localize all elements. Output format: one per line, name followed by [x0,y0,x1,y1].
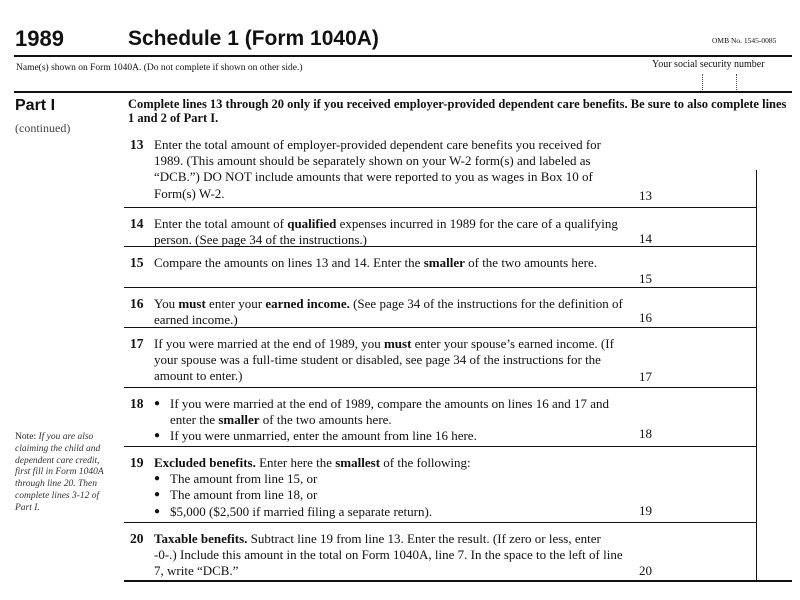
name-input-area[interactable] [14,77,646,89]
bottom-rule [124,580,792,582]
line-18 [124,388,756,447]
line-19 [124,447,756,523]
line-16 [124,288,756,328]
line-ref: 19 [639,503,652,518]
line-14-text: Enter the total amount of qualified expenses incurred in 1989 for the care of a qualifying person. (See page 34 of the instructions.) [154,216,618,248]
line-19-bullet: ● $5,000 ($2,500 if married filing a separate return). [154,504,624,520]
tax-year: 1989 [15,26,64,51]
part-subtitle: (continued) [15,121,71,135]
line-number: 18 [130,396,144,411]
line-20 [124,523,756,581]
line-13 [124,129,756,208]
line-20-text: Taxable benefits. Subtract line 19 from line 13. Enter the result. (If zero or less, enter -0-.) Include this amount in the total on Form 1040A, line 7. In the space to the left of line 7, write “DCB.” [154,531,623,579]
line-ref: 13 [639,188,652,203]
line-13-text: Enter the total amount of employer-provided dependent care benefits you received for 1989. (This amount should be separately shown on your W-2 form(s) and labeled as “DCB.”) DO NOT include amounts that were reported to you as wages in Box 10 of Form(s) W-2. [154,137,601,201]
line-17-text: If you were married at the end of 1989, you must enter your spouse’s earned income. (If your spouse was a full-time student or disabled, see page 34 of the instructions for the amount to enter.) [154,336,614,384]
name-rule [14,91,792,93]
ssn-input-area[interactable] [652,74,792,90]
line-number: 19 [130,455,144,470]
line-ref: 18 [639,426,652,441]
ssn-separator [736,74,737,90]
line-16-text: You must enter your earned income. (See page 34 of the instructions for the definition of earned income.) [154,296,623,328]
names-label: Name(s) shown on Form 1040A. (Do not complete if shown on other side.) [16,63,303,73]
line-17 [124,328,756,388]
line-ref: 20 [639,563,652,578]
line-number: 14 [130,216,144,231]
line-number: 16 [130,296,144,311]
side-note [15,432,115,515]
line-number: 20 [130,531,144,546]
line-ref: 14 [639,231,652,246]
line-ref: 17 [639,369,652,384]
ssn-separator [702,74,703,90]
part-instruction: Complete lines 13 through 20 only if you received employer-provided dependent care benefits. Be sure to also complete lines 1 and 2 of Part I. [128,97,787,125]
note-text: If you are also claiming the child and dependent care credit, first fill in Form 1040A through line 20. Then complete lines 3-12 of Part I. [15,432,104,513]
line-ref: 16 [639,310,652,325]
line-18-bullet-married: ● If you were married at the end of 1989, compare the amounts on lines 16 and 17 and enter the smaller of the two amounts here. [154,396,624,428]
line-15-text: Compare the amounts on lines 13 and 14. Enter the smaller of the two amounts here. [154,255,597,270]
line-number: 13 [130,137,144,152]
line-15 [124,247,756,288]
line-18-bullet-unmarried: ● If you were unmarried, enter the amount from line 16 here. [154,428,624,444]
form-title: Schedule 1 (Form 1040A) [128,27,379,50]
omb-number: OMB No. 1545-0085 [712,36,777,45]
line-19-text: Excluded benefits. Enter here the smallest of the following: ● The amount from line 15, or ● The amount from line 18, or ● $5,000 ($2,500 if married filing a separate return). [154,455,624,520]
line-14 [124,208,756,247]
ssn-label: Your social security number [652,59,765,70]
line-19-bullet: ● The amount from line 18, or [154,487,624,503]
line-ref: 15 [639,271,652,286]
amount-entry-column[interactable] [756,170,793,581]
line-18-text [154,396,624,445]
part-title: Part I [15,97,56,114]
note-label: Note: [15,432,37,442]
line-number: 15 [130,255,144,270]
header-rule [14,55,792,57]
line-19-bullet: ● The amount from line 15, or [154,471,624,487]
line-number: 17 [130,336,144,351]
